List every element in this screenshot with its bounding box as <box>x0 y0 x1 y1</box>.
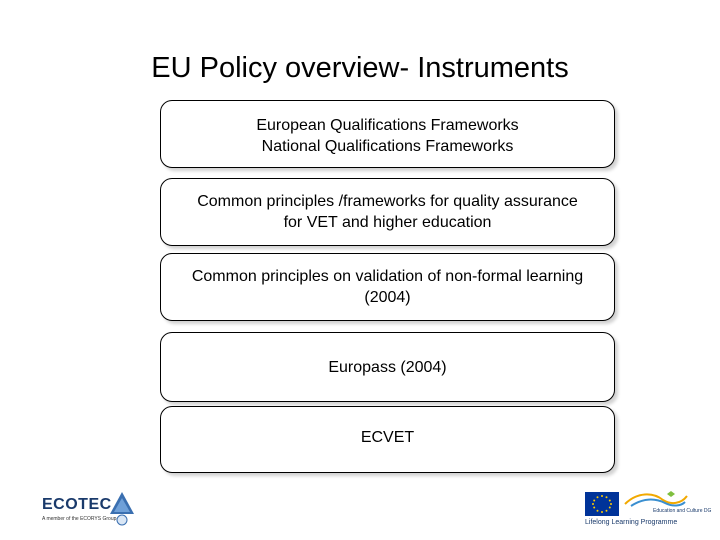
ecotec-logo <box>42 490 137 530</box>
box-line: Europass (2004) <box>328 358 447 376</box>
box-line: ECVET <box>360 429 415 446</box>
box-line: National Qualifications Frameworks <box>261 138 514 155</box>
llp-swoosh-icon <box>623 490 689 508</box>
box-line: European Qualifications Frameworks <box>256 117 519 134</box>
llp-logo <box>585 490 712 532</box>
ecotec-logo-text: ECOTEC <box>42 496 112 513</box>
box-line: (2004) <box>364 289 411 306</box>
box-validation-non-formal <box>160 253 615 321</box>
box-quality-assurance <box>160 178 615 246</box>
ecotec-logo-tagline: A member of the ECORYS Group <box>42 516 117 522</box>
slide-title: EU Policy overview- Instruments <box>151 52 569 84</box>
box-line: Common principles on validation of non-formal learning <box>191 268 584 285</box>
box-ecvet <box>160 406 615 473</box>
box-europass <box>160 332 615 402</box>
box-line: Common principles /frameworks for quality assurance <box>197 193 578 210</box>
eu-flag-icon <box>585 492 619 516</box>
box-line: for VET and higher education <box>283 214 492 231</box>
box-qualifications-frameworks <box>160 100 615 168</box>
dg-education-culture-text: Education and Culture DG <box>653 508 712 514</box>
ecotec-triangle-icon <box>110 492 134 526</box>
llp-program-text: Lifelong Learning Programme <box>585 519 678 526</box>
